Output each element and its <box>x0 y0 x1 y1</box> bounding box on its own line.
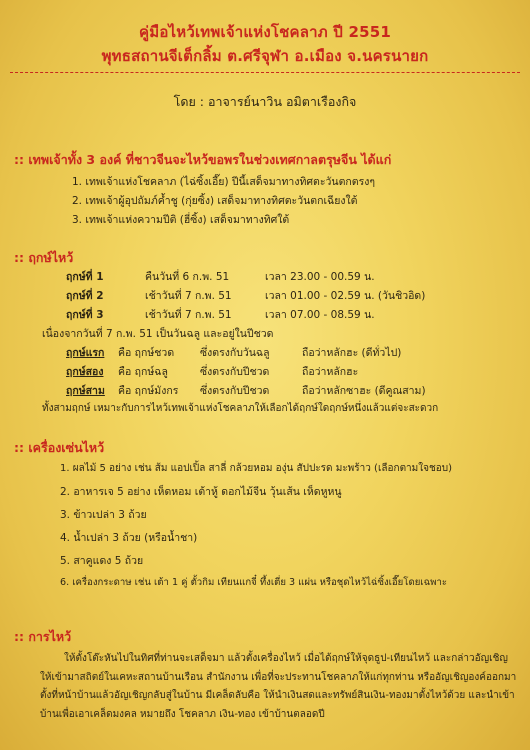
detail-row-2-match: ซึ่งตรงกับปีชวด <box>200 366 270 378</box>
deity-item-3: 3. เทพเจ้าแห่งความปีติ (ฮี่ซิ้ง) เสด็จมาทางทิศใต้ <box>72 214 290 226</box>
time-row-3-date: เช้าวันที่ 7 ก.พ. 51 <box>145 309 232 321</box>
offering-item-4: 4. น้ำเปล่า 3 ถ้วย (หรือน้ำชา) <box>60 532 198 544</box>
detail-row-3-label: ฤกษ์สาม <box>66 385 105 397</box>
detail-row-1-meaning: ถือว่าหลักฮะ (ดีทั่วไป) <box>302 347 402 359</box>
deity-item-2: 2. เทพเจ้าผู้อุปถัมภ์ค้ำชู (กุ่ยซิ้ง) เสด็จมาทางทิศตะวันตกเฉียงใต้ <box>72 195 358 207</box>
detail-row-3-match: ซึ่งตรงกับปีชวด <box>200 385 270 397</box>
offering-item-2: 2. อาหารเจ 5 อย่าง เห็ดหอม เต้าหู้ ดอกไม้จีน วุ้นเส้น เห็ดหูหนู <box>60 486 342 498</box>
auspicious-note: เนื่องจากวันที่ 7 ก.พ. 51 เป็นวันฉลู และอยู่ในปีชวด <box>42 328 274 340</box>
section-worship-heading: :: การไหว้ <box>14 629 72 644</box>
deity-item-1: 1. เทพเจ้าแห่งโชคลาภ (ไฉ่ซิ้งเอี๊ย) ปีนี้เสด็จมาทางทิศตะวันตกตรงๆ <box>72 176 375 188</box>
detail-row-1-label: ฤกษ์แรก <box>66 347 105 359</box>
time-row-2-date: เช้าวันที่ 7 ก.พ. 51 <box>145 290 232 302</box>
detail-row-3-name: คือ ฤกษ์มังกร <box>118 385 179 397</box>
author-line: โดย : อาจารย์นาวิน อมิตาเรืองกิจ <box>173 94 357 109</box>
detail-row-2-label: ฤกษ์สอง <box>66 366 104 378</box>
offering-item-1: 1. ผลไม้ 5 อย่าง เช่น ส้ม แอปเปิ้ล สาลี่ กล้วยหอม องุ่น สัปปะรด มะพร้าว (เลือกตามใจชอบ) <box>60 463 453 474</box>
time-row-1-label: ฤกษ์ที่ 1 <box>66 271 104 283</box>
offering-item-3: 3. ข้าวเปล่า 3 ถ้วย <box>60 509 147 521</box>
offering-item-5: 5. สาคูแดง 5 ถ้วย <box>60 555 144 567</box>
time-row-2-time: เวลา 01.00 - 02.59 น. (วันชิวอิด) <box>265 290 426 302</box>
detail-row-1-match: ซึ่งตรงกับวันฉลู <box>200 347 270 359</box>
time-row-3-label: ฤกษ์ที่ 3 <box>66 309 104 321</box>
time-row-1-date: คืนวันที่ 6 ก.พ. 51 <box>145 271 230 283</box>
detail-row-2-name: คือ ฤกษ์ฉลู <box>118 366 168 378</box>
title-divider <box>10 72 520 73</box>
time-row-2-label: ฤกษ์ที่ 2 <box>66 290 104 302</box>
auspicious-summary: ทั้งสามฤกษ์ เหมาะกับการไหว้เทพเจ้าแห่งโชคลาภให้เลือกได้ฤกษ์ใดฤกษ์หนึ่งแล้วแต่จะสะดวก <box>42 403 439 414</box>
time-row-3-time: เวลา 07.00 - 08.59 น. <box>265 309 375 321</box>
section-auspicious-time-heading: :: ฤกษ์ไหว้ <box>14 250 74 265</box>
detail-row-1-name: คือ ฤกษ์ชวด <box>118 347 175 359</box>
title-line-1: คู่มือไหว้เทพเจ้าแห่งโชคลาภ ปี 2551 <box>139 23 391 41</box>
worship-paragraph: ให้ตั้งโต๊ะหันไปในทิศที่ท่านจะเสด็จมา แล้วตั้งเครื่องไหว้ เมื่อได้ฤกษ์ให้จุดธูป-เทียนไหว้ และกล่าวอัญเชิญให้เข้ามาสถิตย์ในเคหะสถานบ้านเรือน สำนักงาน เพื่อที่จะประทานโชคลาภให้แก่ทุกท่าน หรืออัญเชิญองค์ออกมาตั้งที่หน้าบ้านแล้วอัญเชิญกลับสู่ในบ้าน มีเคล็ดลับคือ ให้นำเงินสดและทรัพย์สินเงิน-ทองมาตั้งไหว้ด้วย และนำเข้าบ้านเพื่อเอาเคล็ดมงคล หมายถึง โชคลาภ เงิน-ทอง เข้าบ้านตลอดปี <box>40 653 517 720</box>
time-row-1-time: เวลา 23.00 - 00.59 น. <box>265 271 375 283</box>
section-deities-heading <box>14 150 391 170</box>
detail-row-2-meaning: ถือว่าหลักฮะ <box>302 366 359 378</box>
section-offerings-heading: :: เครื่องเซ่นไหว้ <box>14 440 105 455</box>
title-line-2: พุทธสถานจีเต็กลิ้ม ต.ศรีจุฬา อ.เมือง จ.นครนายก <box>101 47 429 65</box>
offering-item-6: 6. เครื่องกระดาษ เช่น เต้า 1 คู่ ตั้วกิม เทียนแกจี๋ ทึ้งเตี่ย 3 แผ่น หรือชุดไหว้ไฉ่ซิ้งเอี๊ยโดยเฉพาะ <box>60 577 447 588</box>
detail-row-3-meaning: ถือว่าหลักซาฮะ (ดีคูณสาม) <box>302 385 426 397</box>
section-deities-heading-text: :: เทพเจ้าทั้ง 3 องค์ ที่ชาวจีนจะไหว้ขอพรในช่วงเทศกาลตรุษจีน ได้แก่ <box>14 152 392 167</box>
